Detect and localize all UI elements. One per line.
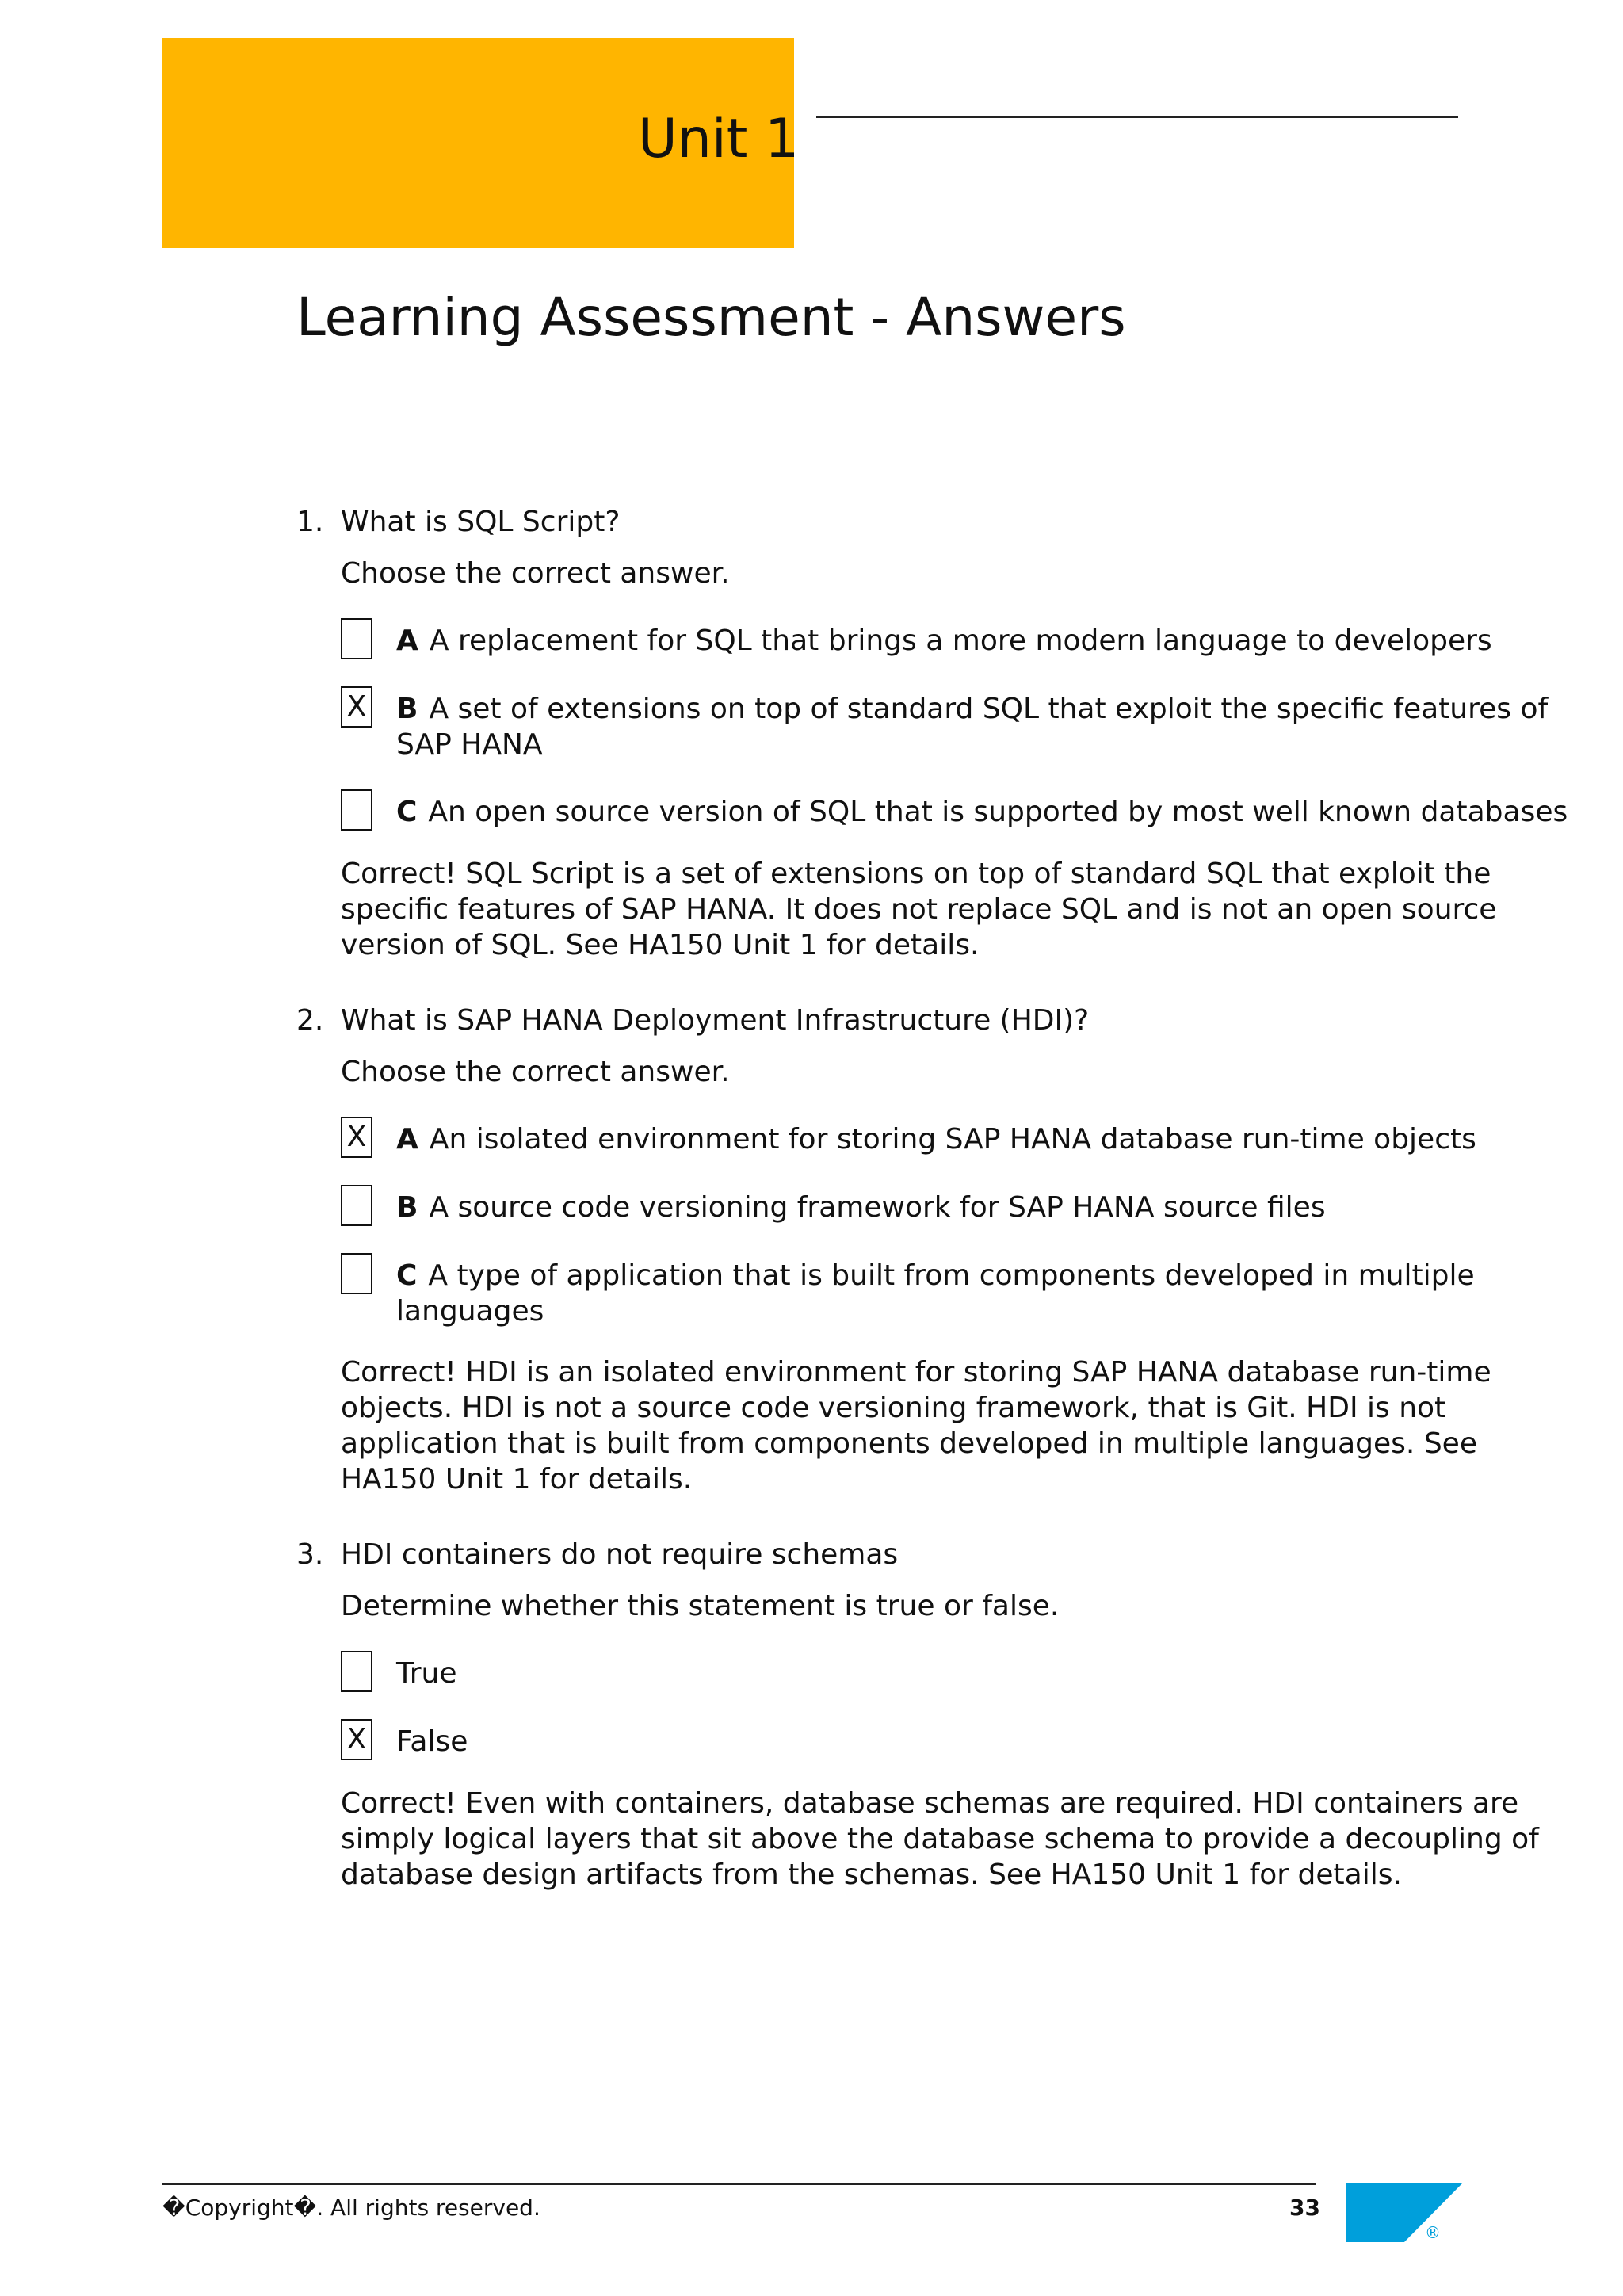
answer-checkbox[interactable] — [341, 1253, 372, 1294]
page-title: Learning Assessment - Answers — [296, 287, 1126, 348]
option-letter: C — [396, 796, 418, 828]
option-text: A set of extensions on top of standard SQL that exploit the specific features of SAP HANA — [396, 693, 1549, 761]
option-text: An isolated environment for storing SAP HANA database run-time objects — [429, 1123, 1476, 1156]
question-number: 1. — [296, 506, 324, 538]
answer-options — [341, 1121, 1580, 1329]
option-text: A source code versioning framework for SAP HANA source files — [429, 1191, 1326, 1224]
answer-option-true — [341, 1656, 1580, 1692]
question-text: HDI containers do not require schemas — [341, 1538, 899, 1571]
question-number: 3. — [296, 1538, 324, 1571]
question-instruction: Choose the correct answer. — [341, 557, 730, 590]
answer-checkbox[interactable] — [341, 1185, 372, 1226]
answer-checkbox[interactable]: X — [341, 1117, 372, 1158]
answer-option-b — [341, 1190, 1580, 1226]
answer-option-a — [341, 1121, 1580, 1158]
question-number: 2. — [296, 1004, 324, 1037]
answer-option-c — [341, 1258, 1580, 1329]
answer-option-b — [341, 691, 1580, 762]
option-text: False — [396, 1725, 468, 1758]
answer-checkbox[interactable] — [341, 1651, 372, 1692]
option-text: A type of application that is built from components developed in multiple languages — [396, 1259, 1475, 1328]
answer-option-false — [341, 1724, 1580, 1760]
answer-feedback: Correct! SQL Script is a set of extensions on top of standard SQL that exploit the specific features of SAP HANA. It does not replace SQL and is not an open source version of SQL. See HA150 Unit 1 for details. — [341, 858, 1497, 961]
question-1 — [296, 504, 1580, 963]
option-letter: B — [396, 693, 418, 725]
unit-label: Unit 1 — [638, 108, 800, 170]
answer-checkbox[interactable]: X — [341, 686, 372, 728]
question-text: What is SQL Script? — [341, 506, 621, 538]
answer-options — [341, 1656, 1580, 1760]
logo-registered-mark: ® — [1425, 2223, 1441, 2242]
option-letter: C — [396, 1259, 418, 1292]
answer-option-a — [341, 623, 1580, 659]
sap-logo-icon — [1346, 2183, 1463, 2242]
question-instruction: Choose the correct answer. — [341, 1056, 730, 1088]
option-text: A replacement for SQL that brings a more modern language to developers — [429, 625, 1492, 657]
option-letter: B — [396, 1191, 418, 1224]
option-text: An open source version of SQL that is supported by most well known databases — [428, 796, 1568, 828]
logo-shape — [1346, 2183, 1463, 2242]
option-letter: A — [396, 1123, 418, 1156]
question-instruction: Determine whether this statement is true or false. — [341, 1590, 1060, 1622]
page-number: 33 — [1289, 2195, 1320, 2221]
copyright-notice: �Copyright�. All rights reserved. — [162, 2195, 540, 2221]
answer-feedback: Correct! Even with containers, database schemas are required. HDI containers are simply logical layers that sit above the database schema to provide a decoupling of database design artifacts from the schemas. See HA150 Unit 1 for details. — [341, 1787, 1539, 1891]
question-3 — [296, 1537, 1580, 1893]
question-text: What is SAP HANA Deployment Infrastructure (HDI)? — [341, 1004, 1090, 1037]
answer-checkbox[interactable] — [341, 618, 372, 659]
answer-checkbox[interactable] — [341, 789, 372, 831]
header-divider — [816, 116, 1458, 118]
answer-feedback: Correct! HDI is an isolated environment for storing SAP HANA database run-time objects. HDI is not a source code versioning framework, that is Git. HDI is not application that is built from components developed in multiple languages. See HA150 Unit 1 for details. — [341, 1356, 1491, 1496]
option-letter: A — [396, 625, 418, 657]
question-2 — [296, 1003, 1580, 1497]
footer-divider — [162, 2183, 1316, 2185]
answer-option-c — [341, 794, 1580, 831]
answer-options — [341, 623, 1580, 831]
assessment-content — [296, 504, 1580, 1932]
option-text: True — [396, 1657, 457, 1690]
answer-checkbox[interactable]: X — [341, 1719, 372, 1760]
